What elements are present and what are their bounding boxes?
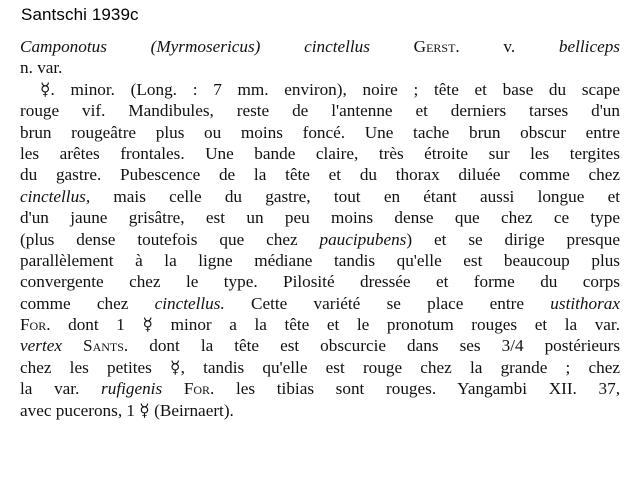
text-segment: mais celle du gastre, tout en étant aussi longue et <box>90 186 620 206</box>
text-segment: (plus dense toutefois que chez <box>20 229 320 249</box>
text-line <box>20 314 620 335</box>
text-segment: n. var. <box>20 58 63 78</box>
text-segment: Cette variété se place entre <box>224 293 551 313</box>
italic-taxon-name: belliceps <box>558 37 620 56</box>
text-line <box>20 250 620 271</box>
text-segment: chez les petites ☿, tandis qu'elle est rouge chez la grande ; chez <box>20 357 620 377</box>
text-segment: ) et se dirige presque <box>406 229 620 249</box>
text-segment: rouge vif. Mandibules, reste de l'antenne et derniers tarses d'un <box>20 101 620 121</box>
text-segment <box>370 37 414 56</box>
text-segment: d'un jaune grisâtre, est un peu moins dense que chez ce type <box>20 208 620 228</box>
source-label: Santschi 1939c <box>21 5 139 24</box>
text-line <box>20 293 620 314</box>
text-line <box>20 271 620 292</box>
text-line <box>20 207 620 228</box>
author-abbreviation: For. <box>183 379 215 399</box>
text-segment <box>162 379 184 398</box>
text-segment: la var. <box>20 379 102 399</box>
text-segment: du gastre. Pubescence de la tête et du thorax diluée comme chez <box>20 165 620 185</box>
text-line <box>20 36 620 57</box>
text-segment: parallèlement à la ligne médiane tandis qu'elle est beaucoup plus <box>20 250 620 270</box>
text-line <box>20 57 620 78</box>
author-abbreviation: For. <box>20 315 51 335</box>
text-line <box>20 122 620 143</box>
text-segment: comme chez <box>20 293 155 313</box>
italic-taxon-name: ustithorax <box>550 293 620 313</box>
italic-taxon-name: Camponotus (Myrmosericus) cinctellus <box>20 37 370 56</box>
text-segment: les tibias sont rouges. Yangambi XII. 37, <box>214 379 620 399</box>
italic-taxon-name: paucipubens <box>319 229 407 249</box>
text-segment: dont 1 ☿ minor a la tête et le pronotum rouges et la var. <box>50 315 620 335</box>
text-segment <box>62 336 83 355</box>
author-abbreviation: Sants. <box>83 336 129 356</box>
text-line <box>20 100 620 121</box>
text-line <box>20 79 620 100</box>
text-segment: convergente chez le type. Pilosité dressée et forme du corps <box>20 272 620 292</box>
text-segment: dont la tête est obscurcie dans ses 3/4 postérieurs <box>128 336 621 356</box>
text-line <box>20 229 620 250</box>
italic-taxon-name: cinctellus, <box>20 186 91 206</box>
italic-taxon-name: vertex <box>20 336 62 356</box>
text-line <box>20 335 620 356</box>
text-segment: brun rougeâtre plus ou moins foncé. Une tache brun obscur entre <box>20 122 620 142</box>
text-line <box>20 143 620 164</box>
document-text <box>20 36 620 421</box>
text-segment: ☿. minor. (Long. : 7 mm. environ), noire ; tête et base du scape <box>40 79 620 99</box>
text-line <box>20 400 620 421</box>
text-segment: v. <box>459 37 559 56</box>
text-line <box>20 357 620 378</box>
italic-taxon-name: cinctellus. <box>154 293 225 313</box>
text-segment: avec pucerons, 1 ☿ (Beirnaert). <box>20 400 234 420</box>
text-line <box>20 164 620 185</box>
author-abbreviation: Gerst. <box>413 37 460 56</box>
italic-taxon-name: rufigenis <box>101 379 163 399</box>
text-line <box>20 378 620 399</box>
text-segment: les arêtes frontales. Une bande claire, très étroite sur les tergites <box>20 143 620 163</box>
text-line <box>20 186 620 207</box>
